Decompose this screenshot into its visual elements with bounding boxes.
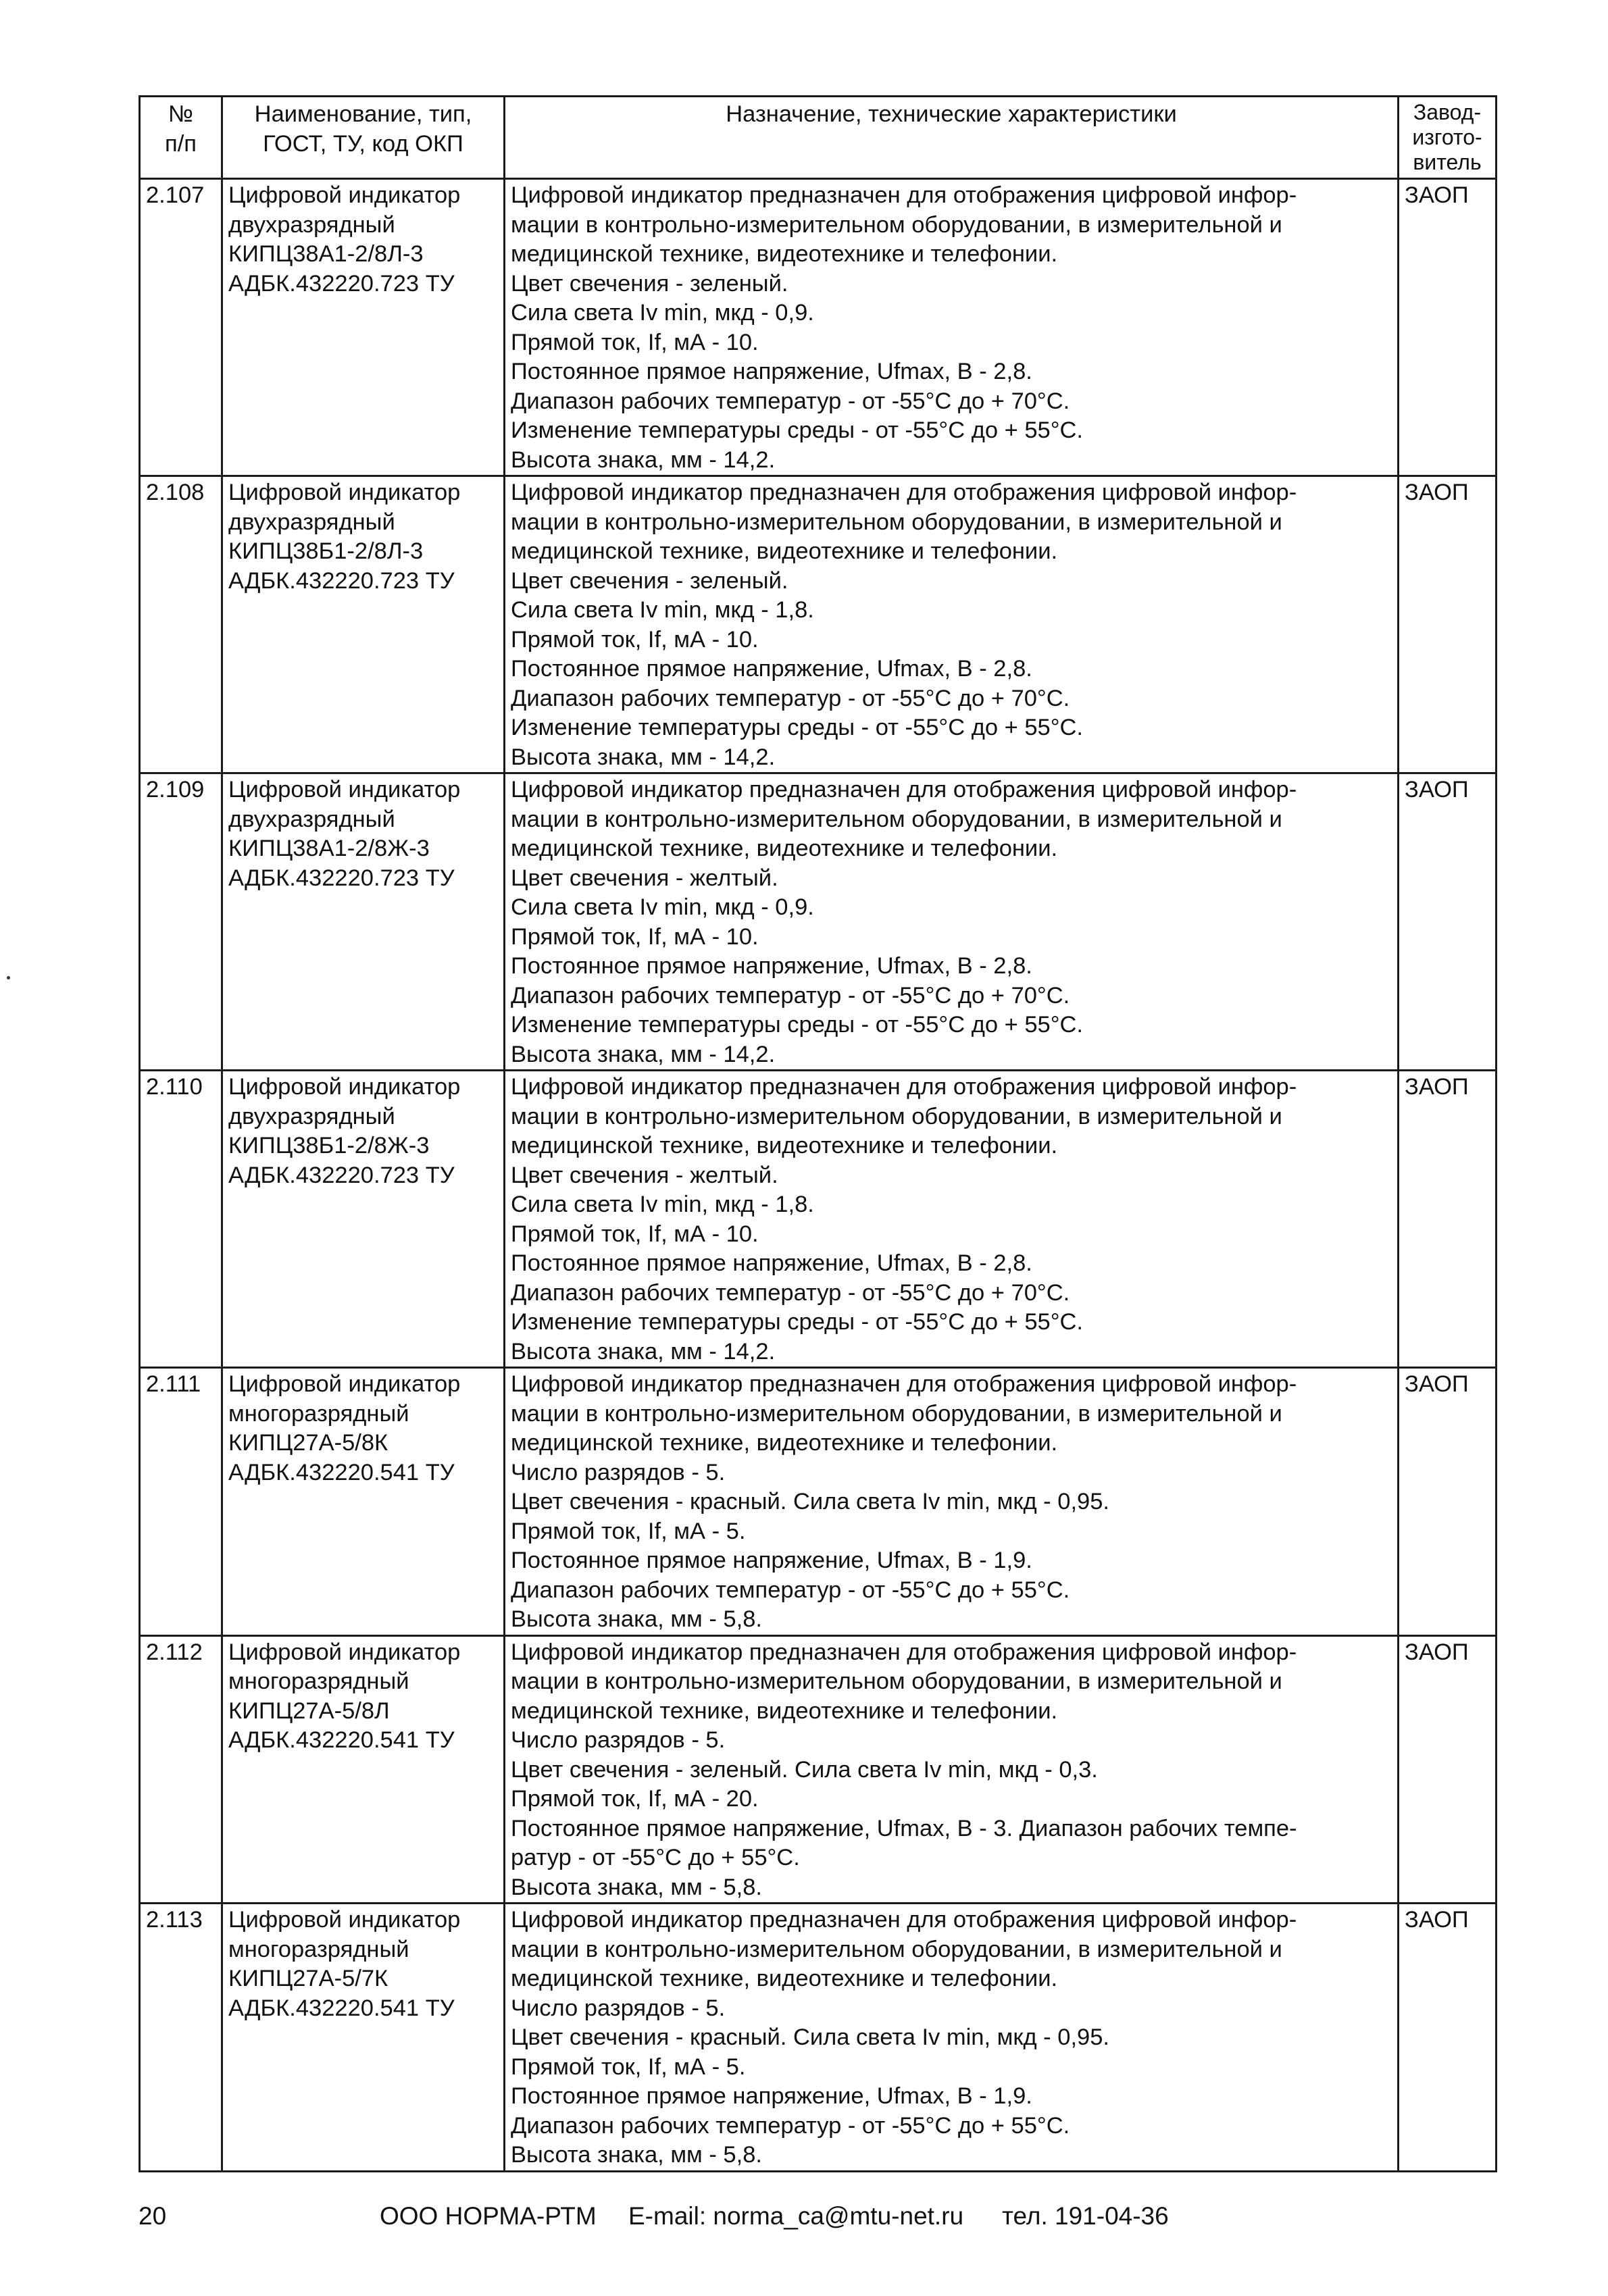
item-description-line: Высота знака, мм - 14,2. [511,447,776,473]
item-description-line: Диапазон рабочих температур - от -55°С до + 70°С. [511,685,1070,711]
item-name-cell [222,1071,505,1368]
item-description-line: Сила света Iv min, мкд - 0,9. [511,300,814,326]
item-manufacturer: ЗАОП [1399,773,1497,1071]
item-manufacturer: ЗАОП [1399,476,1497,773]
item-description-line: Высота знака, мм - 5,8. [511,2142,762,2168]
item-manufacturer: ЗАОП [1399,1635,1497,1904]
item-description-line: Прямой ток, If, мА - 10. [511,626,759,653]
item-description-line: Сила света Iv min, мкд - 1,8. [511,597,814,623]
item-name-line: Цифровой индикатор [228,777,461,802]
table-row [140,1368,1497,1636]
item-description-cell [505,773,1399,1071]
table-row [140,773,1497,1071]
item-number: 2.111 [140,1368,222,1636]
item-description-line: Диапазон рабочих температур - от -55°С до + 70°С. [511,388,1070,414]
item-description-line: Высота знака, мм - 14,2. [511,744,776,770]
item-number: 2.113 [140,1904,222,2172]
item-name-cell [222,773,505,1071]
item-description-line: Прямой ток, If, мА - 5. [511,2053,746,2080]
item-name-line: Цифровой индикатор [228,1371,461,1397]
table-row [140,179,1497,476]
item-name-cell [222,1904,505,2172]
item-description-line: Изменение температуры среды - от -55°С до + 55°С. [511,1309,1084,1335]
item-number: 2.112 [140,1635,222,1904]
item-name-line: многоразрядный [228,1936,409,1962]
header-purpose [505,97,1399,179]
item-description-line: Высота знака, мм - 14,2. [511,1338,776,1364]
item-description-line: медицинской технике, видеотехнике и телефонии. [511,836,1058,861]
item-number: 2.107 [140,179,222,476]
item-description-line: мации в контрольно-измерительном оборудовании, в измерительной и [511,1668,1282,1694]
item-description-line: Прямой ток, If, мА - 20. [511,1786,759,1812]
item-manufacturer: ЗАОП [1399,179,1497,476]
item-description-cell [505,179,1399,476]
item-name-cell [222,1635,505,1904]
header-manufacturer [1399,97,1497,179]
item-name-line: АДБК.432220.723 ТУ [228,567,455,594]
table-body [140,179,1497,2172]
item-description-line: Цвет свечения - желтый. [511,1162,778,1188]
item-description-line: Цифровой индикатор предназначен для отображения цифровой инфор- [511,777,1297,802]
header-number-line: п/п [165,130,197,157]
item-description-line: Число разрядов - 5. [511,1727,726,1753]
item-name-line: КИПЦ38Б1-2/8Ж-3 [228,1133,430,1158]
catalog-table [139,95,1497,2172]
item-description-line: мации в контрольно-измерительном оборудовании, в измерительной и [511,1936,1282,1962]
item-description-line: Сила света Iv min, мкд - 0,9. [511,894,814,920]
item-description-line: Цвет свечения - зеленый. [511,270,788,297]
item-description-cell [505,476,1399,773]
table-row [140,1071,1497,1368]
item-description-line: Цифровой индикатор предназначен для отображения цифровой инфор- [511,1907,1297,1933]
item-description-line: медицинской технике, видеотехнике и телефонии. [511,1698,1058,1724]
item-name-line: КИПЦ38Б1-2/8Л-3 [228,538,424,564]
item-description-line: Цифровой индикатор предназначен для отображения цифровой инфор- [511,182,1297,208]
item-description-cell [505,1904,1399,2172]
item-description-line: мации в контрольно-измерительном оборудовании, в измерительной и [511,806,1282,832]
item-name-line: Цифровой индикатор [228,182,461,208]
item-description-line: Цвет свечения - зеленый. Сила света Iv min, мкд - 0,3. [511,1756,1098,1783]
header-manufacturer-line: витель [1413,150,1482,174]
item-name-line: АДБК.432220.723 ТУ [228,1162,455,1188]
footer-organization: ООО НОРМА-РТМ [380,2202,597,2230]
item-name-line: двухразрядный [228,509,395,535]
header-manufacturer-line: Завод- [1413,100,1482,124]
item-description-line: Прямой ток, If, мА - 10. [511,923,759,950]
item-description-line: Постоянное прямое напряжение, Ufmax, В - 3. Диапазон рабочих темпе- [511,1815,1297,1841]
item-description-line: Высота знака, мм - 5,8. [511,1606,762,1632]
item-name-line: АДБК.432220.723 ТУ [228,865,455,891]
item-name-line: многоразрядный [228,1668,409,1694]
header-number [140,97,222,179]
item-manufacturer: ЗАОП [1399,1904,1497,2172]
item-description-line: Цвет свечения - красный. Сила света Iv min, мкд - 0,95. [511,1489,1109,1514]
header-row [140,97,1497,179]
item-description-line: Цифровой индикатор предназначен для отображения цифровой инфор- [511,1639,1297,1665]
item-name-line: двухразрядный [228,1103,395,1129]
item-description-line: Цвет свечения - красный. Сила света Iv min, мкд - 0,95. [511,2024,1109,2050]
header-name [222,97,505,179]
item-description-cell [505,1071,1399,1368]
item-description-line: медицинской технике, видеотехнике и телефонии. [511,1966,1058,1991]
item-number: 2.110 [140,1071,222,1368]
item-number: 2.108 [140,476,222,773]
item-description-line: мации в контрольно-измерительном оборудовании, в измерительной и [511,1400,1282,1427]
item-name-line: АДБК.432220.541 ТУ [228,1459,455,1485]
item-description-line: Цвет свечения - желтый. [511,865,778,891]
table-row [140,1904,1497,2172]
item-name-line: двухразрядный [228,211,395,238]
item-name-line: КИПЦ38А1-2/8Л-3 [228,241,424,267]
item-description-line: Высота знака, мм - 14,2. [511,1041,776,1067]
item-name-cell [222,179,505,476]
item-name-line: Цифровой индикатор [228,1074,461,1100]
item-name-line: КИПЦ27А-5/8Л [228,1698,390,1724]
item-description-line: Число разрядов - 5. [511,1995,726,2021]
item-name-line: КИПЦ38А1-2/8Ж-3 [228,836,430,861]
item-name-cell [222,476,505,773]
scan-speck [7,976,10,979]
header-number-line: № [168,101,193,127]
item-description-line: Постоянное прямое напряжение, Ufmax, В - 1,9. [511,1548,1032,1573]
item-description-line: Диапазон рабочих температур - от -55°С до + 70°С. [511,1279,1070,1306]
item-description-line: Прямой ток, If, мА - 10. [511,1221,759,1247]
item-name-line: АДБК.432220.723 ТУ [228,270,455,297]
item-manufacturer: ЗАОП [1399,1071,1497,1368]
item-description-line: медицинской технике, видеотехнике и телефонии. [511,538,1058,564]
item-name-cell [222,1368,505,1636]
header-name-line: Наименование, тип, [254,101,472,127]
item-description-line: Постоянное прямое напряжение, Ufmax, В - 2,8. [511,1250,1032,1276]
item-description-line: Изменение температуры среды - от -55°С до + 55°С. [511,715,1084,740]
item-description-line: Цвет свечения - зеленый. [511,567,788,594]
page-number: 20 [139,2202,167,2230]
table-header [140,97,1497,179]
item-description-line: медицинской технике, видеотехнике и телефонии. [511,241,1058,267]
item-name-line: многоразрядный [228,1400,409,1427]
item-description-line: Диапазон рабочих температур - от -55°С до + 55°С. [511,1577,1070,1603]
item-name-line: двухразрядный [228,806,395,832]
item-description-line: Прямой ток, If, мА - 5. [511,1518,746,1544]
item-description-line: Изменение температуры среды - от -55°С до + 55°С. [511,1012,1084,1038]
item-number: 2.109 [140,773,222,1071]
item-description-line: Высота знака, мм - 5,8. [511,1874,762,1900]
item-description-line: Сила света Iv min, мкд - 1,8. [511,1192,814,1217]
header-manufacturer-line: изгото- [1412,125,1482,149]
item-name-line: АДБК.432220.541 ТУ [228,1995,455,2021]
item-description-line: мации в контрольно-измерительном оборудовании, в измерительной и [511,509,1282,535]
item-description-line: Цифровой индикатор предназначен для отображения цифровой инфор- [511,480,1297,505]
item-name-line: Цифровой индикатор [228,480,461,505]
item-name-line: КИПЦ27А-5/7К [228,1966,388,1991]
item-name-line: Цифровой индикатор [228,1907,461,1933]
item-description-cell [505,1368,1399,1636]
item-description-line: Число разрядов - 5. [511,1459,726,1485]
item-description-line: Постоянное прямое напряжение, Ufmax, В - 1,9. [511,2083,1032,2109]
table-row [140,476,1497,773]
item-description-line: ратур - от -55°С до + 55°С. [511,1845,800,1870]
item-description-line: Постоянное прямое напряжение, Ufmax, В - 2,8. [511,656,1032,682]
item-description-line: медицинской технике, видеотехнике и телефонии. [511,1430,1058,1456]
item-description-line: мации в контрольно-измерительном оборудовании, в измерительной и [511,1103,1282,1129]
item-description-line: Диапазон рабочих температур - от -55°С до + 70°С. [511,982,1070,1009]
footer-email: E-mail: norma_ca@mtu-net.ru [628,2202,964,2230]
item-description-line: Диапазон рабочих температур - от -55°С до + 55°С. [511,2112,1070,2139]
item-name-line: АДБК.432220.541 ТУ [228,1727,455,1753]
header-purpose-line: Назначение, технические характеристики [726,101,1177,127]
item-manufacturer: ЗАОП [1399,1368,1497,1636]
item-name-line: Цифровой индикатор [228,1639,461,1665]
item-description-line: Цифровой индикатор предназначен для отображения цифровой инфор- [511,1371,1297,1397]
item-description-line: Изменение температуры среды - от -55°С до + 55°С. [511,417,1084,443]
table-row [140,1635,1497,1904]
item-description-line: Постоянное прямое напряжение, Ufmax, В - 2,8. [511,953,1032,979]
item-description-line: Прямой ток, If, мА - 10. [511,329,759,355]
item-description-line: мации в контрольно-измерительном оборудовании, в измерительной и [511,211,1282,238]
header-name-line: ГОСТ, ТУ, код ОКП [263,130,463,157]
item-description-line: Цифровой индикатор предназначен для отображения цифровой инфор- [511,1074,1297,1100]
item-description-line: Постоянное прямое напряжение, Ufmax, В - 2,8. [511,359,1032,384]
item-description-cell [505,1635,1399,1904]
item-name-line: КИПЦ27А-5/8К [228,1430,388,1456]
item-description-line: медицинской технике, видеотехнике и телефонии. [511,1133,1058,1158]
footer-phone: тел. 191-04-36 [1002,2202,1169,2230]
